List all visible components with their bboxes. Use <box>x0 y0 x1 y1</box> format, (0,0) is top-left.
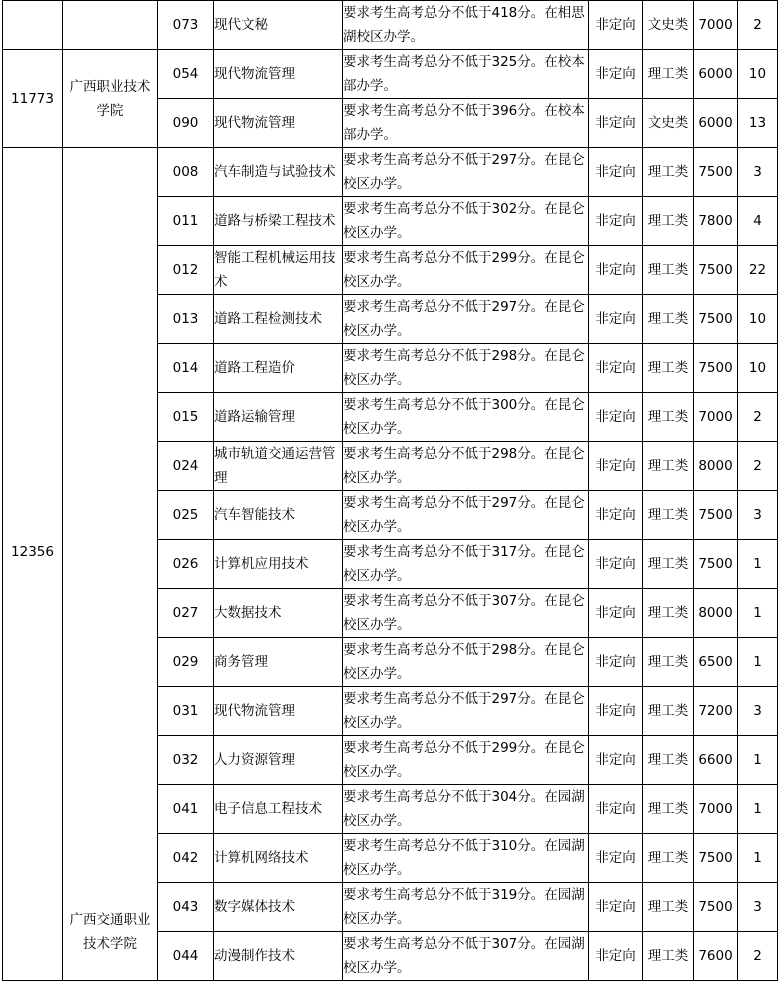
remark-cell: 要求考生高考总分不低于297分。在昆仑校区办学。 <box>343 295 589 344</box>
category-cell: 理工类 <box>643 442 694 491</box>
institution-code-cell: 11773 <box>3 50 63 148</box>
category-cell: 理工类 <box>643 687 694 736</box>
remark-cell: 要求考生高考总分不低于319分。在园湖校区办学。 <box>343 883 589 932</box>
remark-cell: 要求考生高考总分不低于307分。在昆仑校区办学。 <box>343 589 589 638</box>
major-code-cell: 090 <box>158 99 214 148</box>
category-cell: 理工类 <box>643 834 694 883</box>
category-cell: 理工类 <box>643 491 694 540</box>
tuition-cell: 7500 <box>694 344 738 393</box>
direction-cell: 非定向 <box>589 442 643 491</box>
major-code-cell: 041 <box>158 785 214 834</box>
major-code-cell: 026 <box>158 540 214 589</box>
major-code-cell: 031 <box>158 687 214 736</box>
remark-cell: 要求考生高考总分不低于418分。在相思湖校区办学。 <box>343 1 589 50</box>
tuition-cell: 7500 <box>694 148 738 197</box>
category-cell: 理工类 <box>643 638 694 687</box>
major-code-cell: 073 <box>158 1 214 50</box>
tuition-cell: 7500 <box>694 540 738 589</box>
remark-cell: 要求考生高考总分不低于297分。在昆仑校区办学。 <box>343 687 589 736</box>
category-cell: 理工类 <box>643 148 694 197</box>
tuition-cell: 7200 <box>694 687 738 736</box>
remark-cell: 要求考生高考总分不低于298分。在昆仑校区办学。 <box>343 344 589 393</box>
major-name-cell: 动漫制作技术 <box>214 932 343 981</box>
tuition-cell: 7500 <box>694 883 738 932</box>
major-code-cell: 027 <box>158 589 214 638</box>
major-name-cell: 大数据技术 <box>214 589 343 638</box>
plan-count-cell: 1 <box>738 589 778 638</box>
major-name-cell: 智能工程机械运用技术 <box>214 246 343 295</box>
major-code-cell: 032 <box>158 736 214 785</box>
tuition-cell: 7500 <box>694 491 738 540</box>
direction-cell: 非定向 <box>589 344 643 393</box>
category-cell: 理工类 <box>643 50 694 99</box>
table-body <box>3 1 778 981</box>
institution-name-cell: 广西职业技术学院 <box>63 50 158 148</box>
remark-cell: 要求考生高考总分不低于304分。在园湖校区办学。 <box>343 785 589 834</box>
major-name-cell: 人力资源管理 <box>214 736 343 785</box>
direction-cell: 非定向 <box>589 638 643 687</box>
plan-count-cell: 2 <box>738 932 778 981</box>
major-name-cell: 现代文秘 <box>214 1 343 50</box>
major-code-cell: 044 <box>158 932 214 981</box>
major-name-cell: 现代物流管理 <box>214 687 343 736</box>
major-code-cell: 042 <box>158 834 214 883</box>
plan-count-cell: 3 <box>738 148 778 197</box>
direction-cell: 非定向 <box>589 148 643 197</box>
remark-cell: 要求考生高考总分不低于298分。在昆仑校区办学。 <box>343 638 589 687</box>
direction-cell: 非定向 <box>589 246 643 295</box>
major-code-cell: 008 <box>158 148 214 197</box>
plan-count-cell: 2 <box>738 1 778 50</box>
direction-cell: 非定向 <box>589 736 643 785</box>
major-name-cell: 道路与桥梁工程技术 <box>214 197 343 246</box>
plan-count-cell: 3 <box>738 883 778 932</box>
remark-cell: 要求考生高考总分不低于302分。在昆仑校区办学。 <box>343 197 589 246</box>
major-code-cell: 025 <box>158 491 214 540</box>
tuition-cell: 6500 <box>694 638 738 687</box>
plan-count-cell: 13 <box>738 99 778 148</box>
category-cell: 理工类 <box>643 295 694 344</box>
category-cell: 文史类 <box>643 1 694 50</box>
plan-count-cell: 3 <box>738 687 778 736</box>
major-code-cell: 011 <box>158 197 214 246</box>
major-code-cell: 014 <box>158 344 214 393</box>
category-cell: 理工类 <box>643 344 694 393</box>
direction-cell: 非定向 <box>589 883 643 932</box>
plan-count-cell: 1 <box>738 785 778 834</box>
category-cell: 理工类 <box>643 736 694 785</box>
remark-cell: 要求考生高考总分不低于307分。在园湖校区办学。 <box>343 932 589 981</box>
remark-cell: 要求考生高考总分不低于317分。在昆仑校区办学。 <box>343 540 589 589</box>
major-name-cell: 计算机网络技术 <box>214 834 343 883</box>
plan-count-cell: 2 <box>738 442 778 491</box>
major-name-cell: 现代物流管理 <box>214 99 343 148</box>
table-row <box>3 1 778 50</box>
direction-cell: 非定向 <box>589 785 643 834</box>
plan-count-cell: 1 <box>738 638 778 687</box>
remark-cell: 要求考生高考总分不低于297分。在昆仑校区办学。 <box>343 491 589 540</box>
remark-cell: 要求考生高考总分不低于300分。在昆仑校区办学。 <box>343 393 589 442</box>
remark-cell: 要求考生高考总分不低于297分。在昆仑校区办学。 <box>343 148 589 197</box>
table-row <box>3 50 778 99</box>
major-code-cell: 024 <box>158 442 214 491</box>
admission-plan-table <box>2 0 778 981</box>
direction-cell: 非定向 <box>589 99 643 148</box>
category-cell: 理工类 <box>643 197 694 246</box>
tuition-cell: 7600 <box>694 932 738 981</box>
tuition-cell: 6000 <box>694 50 738 99</box>
institution-code-cell <box>3 1 63 50</box>
direction-cell: 非定向 <box>589 197 643 246</box>
plan-count-cell: 4 <box>738 197 778 246</box>
remark-cell: 要求考生高考总分不低于299分。在昆仑校区办学。 <box>343 246 589 295</box>
plan-count-cell: 3 <box>738 491 778 540</box>
category-cell: 理工类 <box>643 393 694 442</box>
tuition-cell: 6000 <box>694 99 738 148</box>
institution-name-cell <box>63 1 158 50</box>
tuition-cell: 7000 <box>694 785 738 834</box>
major-code-cell: 012 <box>158 246 214 295</box>
major-code-cell: 043 <box>158 883 214 932</box>
direction-cell: 非定向 <box>589 295 643 344</box>
tuition-cell: 8000 <box>694 442 738 491</box>
direction-cell: 非定向 <box>589 834 643 883</box>
tuition-cell: 7500 <box>694 834 738 883</box>
direction-cell: 非定向 <box>589 1 643 50</box>
direction-cell: 非定向 <box>589 50 643 99</box>
major-name-cell: 汽车制造与试验技术 <box>214 148 343 197</box>
tuition-cell: 7800 <box>694 197 738 246</box>
plan-count-cell: 1 <box>738 736 778 785</box>
plan-count-cell: 2 <box>738 393 778 442</box>
tuition-cell: 7500 <box>694 246 738 295</box>
institution-code-cell: 12356 <box>3 148 63 981</box>
direction-cell: 非定向 <box>589 491 643 540</box>
major-name-cell: 道路运输管理 <box>214 393 343 442</box>
institution-name-cell: 广西交通职业技术学院 <box>63 148 158 981</box>
category-cell: 理工类 <box>643 883 694 932</box>
plan-count-cell: 1 <box>738 834 778 883</box>
remark-cell: 要求考生高考总分不低于298分。在昆仑校区办学。 <box>343 442 589 491</box>
category-cell: 理工类 <box>643 932 694 981</box>
tuition-cell: 6600 <box>694 736 738 785</box>
tuition-cell: 7000 <box>694 393 738 442</box>
plan-count-cell: 10 <box>738 344 778 393</box>
major-name-cell: 商务管理 <box>214 638 343 687</box>
direction-cell: 非定向 <box>589 932 643 981</box>
major-name-cell: 城市轨道交通运营管理 <box>214 442 343 491</box>
plan-count-cell: 22 <box>738 246 778 295</box>
major-name-cell: 电子信息工程技术 <box>214 785 343 834</box>
plan-count-cell: 10 <box>738 50 778 99</box>
direction-cell: 非定向 <box>589 393 643 442</box>
direction-cell: 非定向 <box>589 540 643 589</box>
tuition-cell: 7500 <box>694 295 738 344</box>
tuition-cell: 8000 <box>694 589 738 638</box>
category-cell: 理工类 <box>643 589 694 638</box>
major-code-cell: 029 <box>158 638 214 687</box>
major-name-cell: 道路工程造价 <box>214 344 343 393</box>
table-row <box>3 148 778 197</box>
major-name-cell: 数字媒体技术 <box>214 883 343 932</box>
tuition-cell: 7000 <box>694 1 738 50</box>
major-code-cell: 015 <box>158 393 214 442</box>
major-code-cell: 013 <box>158 295 214 344</box>
plan-count-cell: 10 <box>738 295 778 344</box>
direction-cell: 非定向 <box>589 687 643 736</box>
major-name-cell: 现代物流管理 <box>214 50 343 99</box>
remark-cell: 要求考生高考总分不低于325分。在校本部办学。 <box>343 50 589 99</box>
remark-cell: 要求考生高考总分不低于299分。在昆仑校区办学。 <box>343 736 589 785</box>
direction-cell: 非定向 <box>589 589 643 638</box>
category-cell: 文史类 <box>643 99 694 148</box>
plan-count-cell: 1 <box>738 540 778 589</box>
major-name-cell: 汽车智能技术 <box>214 491 343 540</box>
major-name-cell: 计算机应用技术 <box>214 540 343 589</box>
category-cell: 理工类 <box>643 785 694 834</box>
major-name-cell: 道路工程检测技术 <box>214 295 343 344</box>
major-code-cell: 054 <box>158 50 214 99</box>
category-cell: 理工类 <box>643 540 694 589</box>
remark-cell: 要求考生高考总分不低于396分。在校本部办学。 <box>343 99 589 148</box>
remark-cell: 要求考生高考总分不低于310分。在园湖校区办学。 <box>343 834 589 883</box>
category-cell: 理工类 <box>643 246 694 295</box>
